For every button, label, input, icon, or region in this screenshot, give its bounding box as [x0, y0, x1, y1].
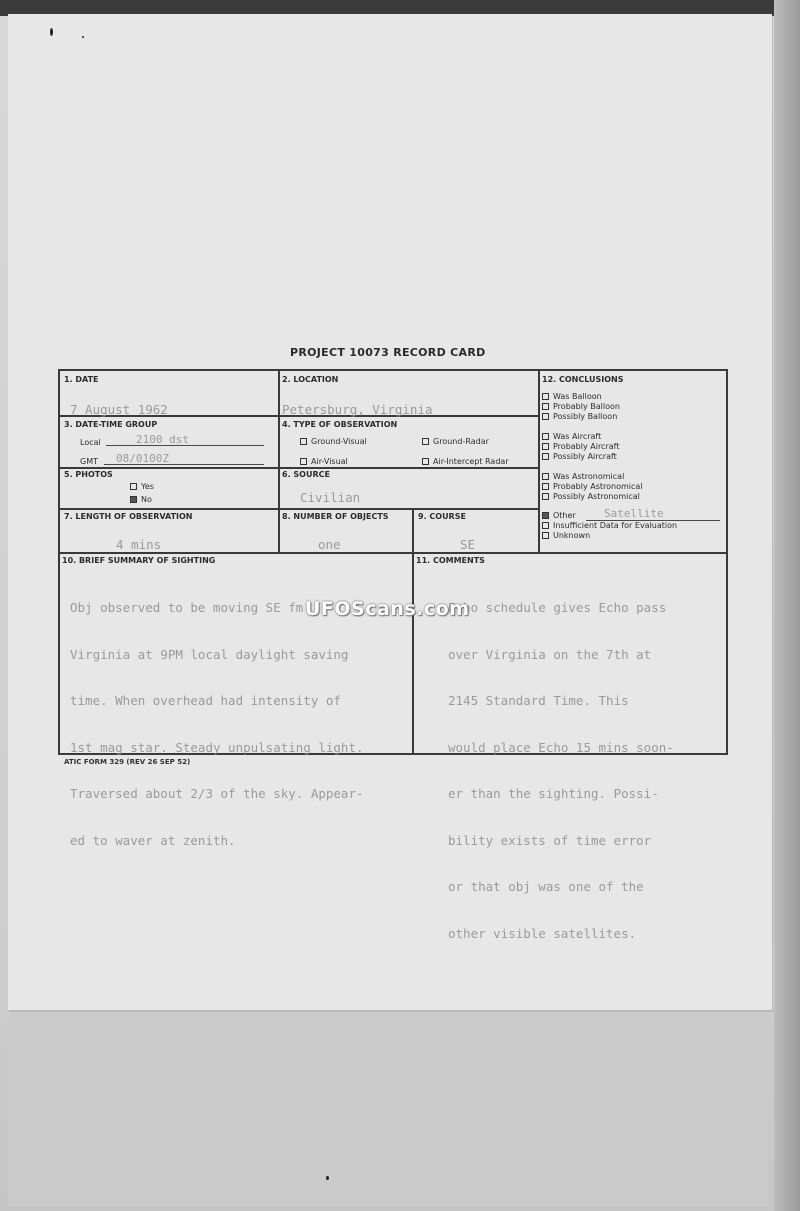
checkbox-icon — [130, 483, 137, 490]
conclusion-insufficient — [542, 521, 677, 531]
divider — [278, 371, 280, 553]
checkbox-icon — [542, 413, 549, 420]
conclusion-unknown — [542, 531, 590, 541]
option-label: Ground-Visual — [311, 437, 367, 446]
option-ground-visual — [300, 437, 367, 446]
lower-sheet — [8, 1003, 768, 1206]
location-value: Petersburg, Virginia — [282, 402, 433, 417]
checkbox-icon — [542, 483, 549, 490]
conclusion-label: Possibly Aircraft — [553, 452, 617, 461]
course-label: 9. COURSE — [418, 512, 466, 521]
summary-line: time. When overhead had intensity of — [70, 693, 341, 708]
comments-line: bility exists of time error — [448, 832, 652, 848]
checkbox-icon — [542, 532, 549, 539]
length-of-observation-label: 7. LENGTH OF OBSERVATION — [64, 512, 193, 521]
checkbox-icon — [542, 493, 549, 500]
option-label: Air-Visual — [311, 457, 348, 466]
photos-no — [130, 495, 152, 504]
checked-box-icon — [130, 496, 137, 503]
type-of-observation-label: 4. TYPE OF OBSERVATION — [282, 420, 398, 429]
conclusion-other-label: Other — [553, 511, 576, 520]
conclusion-group-astronomical — [542, 472, 643, 502]
checkbox-icon — [542, 393, 549, 400]
comments-line: er than the sighting. Possi- — [448, 786, 659, 801]
conclusion-item — [542, 492, 643, 502]
conclusion-label: Probably Astronomical — [553, 482, 643, 491]
checkbox-icon — [542, 473, 549, 480]
conclusion-other-value: Satellite — [604, 507, 664, 520]
divider — [60, 467, 540, 469]
conclusion-label: Possibly Astronomical — [553, 492, 640, 501]
dust-speck — [50, 28, 53, 36]
conclusion-group-balloon — [542, 392, 620, 422]
dust-speck — [326, 1176, 329, 1180]
photos-yes-label: Yes — [141, 482, 154, 491]
photos-label: 5. PHOTOS — [64, 470, 113, 479]
checkbox-icon — [300, 438, 307, 445]
conclusion-item — [542, 432, 619, 442]
photos-yes — [130, 482, 154, 491]
gmt-value: 08/0100Z — [116, 452, 169, 465]
date-time-group-label: 3. DATE-TIME GROUP — [64, 420, 158, 429]
comments-line: Echo schedule gives Echo pass — [448, 600, 667, 615]
summary-line: Traversed about 2/3 of the sky. Appear- — [70, 786, 364, 801]
comments-line: would place Echo 15 mins soon- — [448, 739, 674, 755]
divider — [60, 508, 540, 510]
conclusion-label: Probably Aircraft — [553, 442, 620, 451]
conclusion-item — [542, 402, 620, 412]
option-label: Air-Intercept Radar — [433, 457, 509, 466]
location-label: 2. LOCATION — [282, 375, 339, 384]
conclusion-label: Was Aircraft — [553, 432, 602, 441]
summary-label: 10. BRIEF SUMMARY OF SIGHTING — [62, 556, 216, 565]
date-label: 1. DATE — [64, 375, 99, 384]
checkbox-icon — [542, 433, 549, 440]
source-label: 6. SOURCE — [282, 470, 330, 479]
local-time-value: 2100 dst — [136, 433, 189, 446]
checkbox-icon — [542, 453, 549, 460]
watermark: UFOScans.com — [305, 598, 470, 620]
scan-right-edge — [774, 0, 800, 1211]
conclusion-item — [542, 392, 620, 402]
number-of-objects-value: one — [318, 537, 341, 552]
conclusions-label: 12. CONCLUSIONS — [542, 375, 624, 384]
conclusion-group-aircraft — [542, 432, 619, 462]
local-time-label: Local — [80, 438, 101, 447]
conclusion-label: Probably Balloon — [553, 402, 620, 411]
conclusion-item — [542, 412, 620, 422]
length-of-observation-value: 4 mins — [116, 537, 162, 552]
comments-label: 11. COMMENTS — [416, 556, 485, 565]
comments-text — [448, 569, 674, 957]
checkbox-icon — [300, 458, 307, 465]
conclusion-item — [542, 452, 619, 462]
course-value: SE — [460, 537, 476, 552]
summary-line: ed to waver at zenith. — [70, 832, 236, 848]
checkbox-icon — [542, 443, 549, 450]
checkbox-icon — [542, 522, 549, 529]
option-label: Ground-Radar — [433, 437, 489, 446]
date-value: 7 August 1962 — [70, 402, 168, 417]
conclusion-label: Insufficient Data for Evaluation — [553, 521, 678, 530]
source-value: Civilian — [300, 490, 361, 505]
option-air-intercept-radar — [422, 457, 509, 466]
checked-box-icon — [542, 512, 549, 519]
summary-line: Obj observed to be moving SE fm — [70, 600, 304, 615]
conclusion-label: Was Balloon — [553, 392, 602, 401]
comments-line: or that obj was one of the — [448, 879, 644, 894]
checkbox-icon — [542, 403, 549, 410]
conclusion-item — [542, 442, 619, 452]
conclusion-label: Possibly Balloon — [553, 412, 618, 421]
conclusion-label: Unknown — [553, 531, 591, 540]
dust-speck — [82, 36, 84, 38]
comments-line: other visible satellites. — [448, 925, 637, 941]
number-of-objects-label: 8. NUMBER OF OBJECTS — [282, 512, 389, 521]
divider — [538, 371, 540, 553]
card-title: PROJECT 10073 RECORD CARD — [290, 346, 486, 359]
conclusion-item — [542, 482, 643, 492]
comments-line: over Virginia on the 7th at — [448, 646, 652, 662]
summary-line: Virginia at 9PM local daylight saving — [70, 646, 349, 662]
checkbox-icon — [422, 438, 429, 445]
conclusion-label: Was Astronomical — [553, 472, 625, 481]
comments-line: 2145 Standard Time. This — [448, 693, 629, 708]
option-ground-radar — [422, 437, 489, 446]
summary-line: 1st mag star. Steady unpulsating light. — [70, 739, 364, 755]
gmt-label: GMT — [80, 457, 98, 466]
divider — [412, 508, 414, 755]
option-air-visual — [300, 457, 348, 466]
conclusion-item — [542, 472, 643, 482]
conclusion-other — [542, 511, 576, 521]
form-number: ATIC FORM 329 (REV 26 SEP 52) — [64, 758, 191, 766]
checkbox-icon — [422, 458, 429, 465]
photos-no-label: No — [141, 495, 152, 504]
